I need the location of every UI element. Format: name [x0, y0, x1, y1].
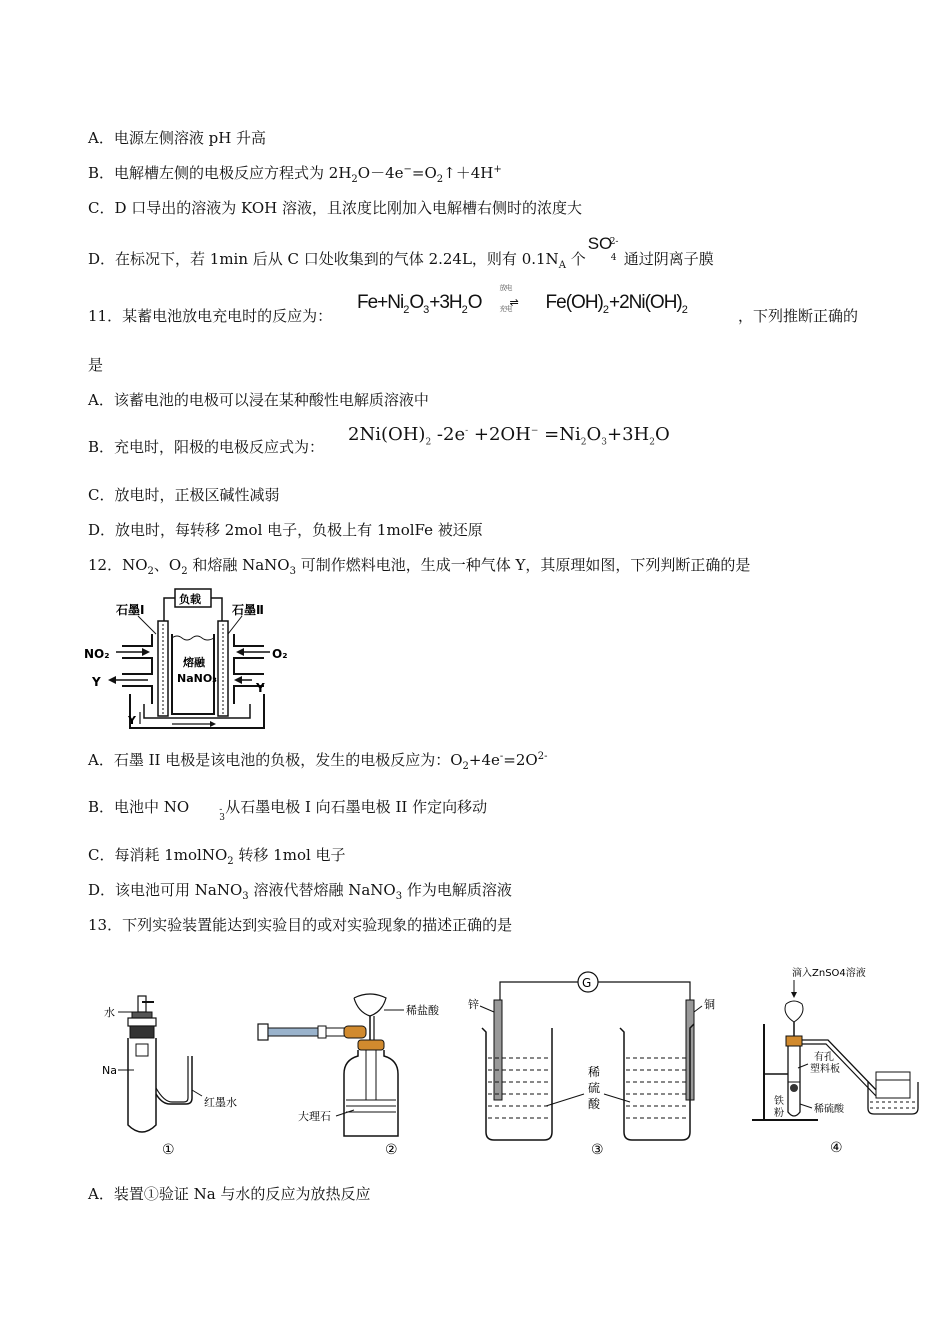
iron-label-2: 粉: [774, 1108, 784, 1119]
sulfate-ion: SO 2- 4: [587, 234, 619, 263]
q11-option-a: A．该蓄电池的电极可以浸在某种酸性电解质溶液中: [88, 391, 429, 409]
marble-label: 大理石: [298, 1110, 331, 1123]
reversible-arrow: 放电 ⇌ 充电: [499, 285, 518, 313]
fuel-cell-diagram: [82, 586, 302, 736]
no2-label: NO₂: [84, 647, 110, 661]
q12-option-b: B．电池中 NO - 3 从石墨电极 I 向石墨电极 II 作定向移动: [88, 798, 488, 823]
melt-label-1: 熔融: [183, 656, 205, 669]
acid-label-2: 硫: [588, 1081, 601, 1095]
apparatus-2: [250, 990, 450, 1158]
q12-option-a: A．石墨 II 电极是该电池的负极，发生的电极反应为：$O_2+4e^-=2O^{2-}$: [88, 751, 548, 772]
q12-option-c: C．每消耗 1molNO$_2$ 转移 1mol 电子: [88, 846, 346, 867]
copper-label: 铜: [704, 998, 715, 1011]
acid-label-1: 稀: [588, 1065, 601, 1079]
q13-stem: 13．下列实验装置能达到实验目的或对实验现象的描述正确的是: [88, 916, 513, 934]
plate-label-1: 有孔: [814, 1052, 834, 1063]
q11-stem-cont: 是: [88, 356, 104, 374]
graphite-1-label: 石墨Ⅰ: [116, 603, 145, 617]
q11-equation: $Fe+Ni_2O_3+3H_2O$ 放电 ⇌ 充电 $Fe(OH)_2+2Ni(OH)_2$: [357, 285, 688, 316]
y-label-left: Y: [92, 675, 101, 689]
melt-label-2: NaNO₃: [177, 672, 218, 685]
hcl-label: 稀盐酸: [406, 1004, 439, 1017]
water-label: 水: [104, 1006, 115, 1019]
fig3-number: ③: [591, 1142, 604, 1158]
q13-option-a: A．装置①验证 Na 与水的反应为放热反应: [88, 1185, 371, 1203]
red-ink-label: 红墨水: [204, 1096, 237, 1109]
znso4-label: 滴入ZnSO4溶液: [792, 968, 866, 979]
zinc-label: 锌: [468, 998, 479, 1011]
q11-option-b-equation: $2Ni(OH)_2$ $-2e^- +2OH^- =Ni_2O_3+3H_2O$: [348, 424, 670, 448]
fig1-number: ①: [162, 1142, 175, 1158]
galvanometer-label: G: [582, 976, 592, 990]
na-label: Na: [102, 1064, 117, 1077]
fig4-number: ④: [830, 1140, 843, 1156]
acid-label-3: 酸: [588, 1097, 601, 1111]
q12-stem: 12．$NO_2$、$O_2$ 和熔融 NaNO$_3$ 可制作燃料电池，生成一种气体 Y，其原理如图，下列判断正确的是: [88, 556, 751, 577]
q11-stem-end: ，下列推断正确的: [738, 307, 859, 325]
q10-option-a: A．电源左侧溶液 pH 升高: [88, 129, 267, 147]
o2-label: O₂: [272, 647, 288, 661]
y-label-bottom: Y: [128, 714, 136, 727]
q11-option-c: C．放电时，正极区碱性减弱: [88, 486, 280, 504]
q12-option-d: D．该电池可用 NaNO$_3$ 溶液代替熔融 NaNO$_3$ 作为电解质溶液: [88, 881, 512, 902]
q10-option-b: B．电解槽左侧的电极反应方程式为 $2H_2O-4e^-=O_2↑+4H^+$: [88, 164, 502, 185]
fig2-number: ②: [385, 1142, 398, 1158]
y-label-right: Y: [256, 681, 265, 695]
graphite-2-label: 石墨Ⅱ: [232, 603, 264, 617]
q11-option-d: D．放电时，每转移 2mol 电子，负极上有 1molFe 被还原: [88, 521, 483, 539]
dilute-acid-label: 稀硫酸: [814, 1104, 844, 1115]
q11-option-b: B．充电时，阳极的电极反应式为：: [88, 438, 325, 456]
q10-option-d: D．在标况下，若 1min 后从 C 口处收集到的气体 2.24L，则有 $0.1N_A$ 个 SO 2- 4 通过阴离子膜: [88, 234, 714, 271]
apparatus-4: [748, 964, 928, 1160]
q11-stem: 11．某蓄电池放电充电时的反应为：: [88, 307, 333, 325]
apparatus-3: [466, 966, 726, 1160]
load-label: 负载: [179, 593, 201, 606]
iron-label-1: 铁: [774, 1096, 784, 1107]
q10-option-c: C．D 口导出的溶液为 KOH 溶液，且浓度比刚加入电解槽右侧时的浓度大: [88, 199, 582, 217]
plate-label-2: 塑料板: [810, 1064, 840, 1075]
apparatus-1: [98, 990, 258, 1158]
